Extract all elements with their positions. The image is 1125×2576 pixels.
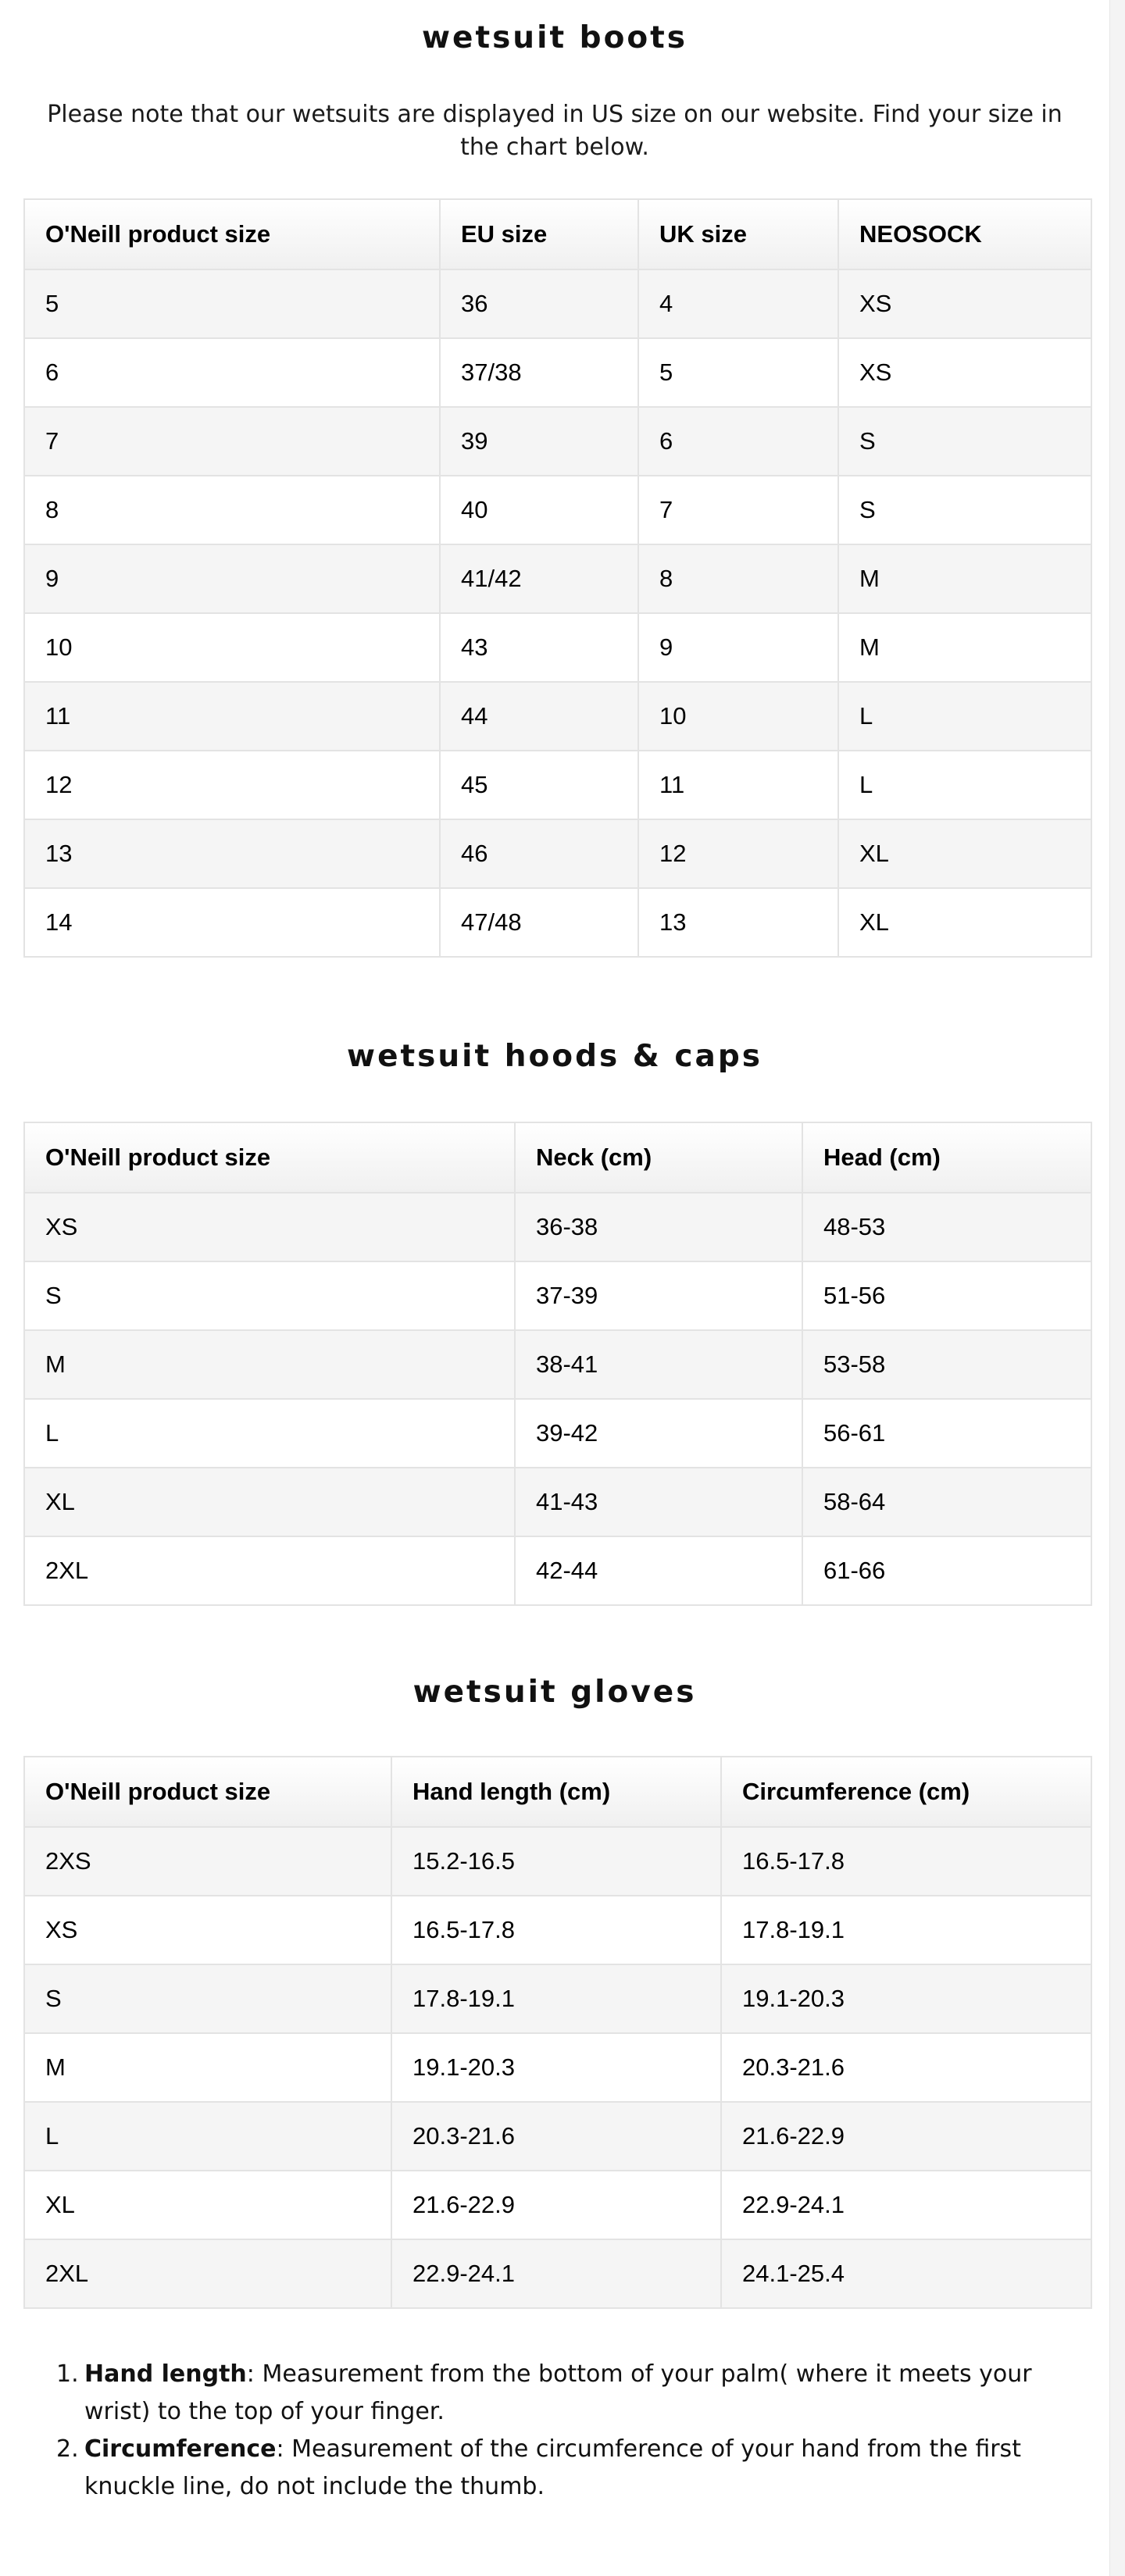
table-cell: 7	[24, 407, 440, 476]
table-cell: XS	[838, 269, 1091, 338]
boots-size-table	[23, 198, 1092, 958]
hoods-table-body	[24, 1193, 1091, 1605]
table-cell: M	[838, 613, 1091, 682]
table-cell: M	[838, 544, 1091, 613]
column-header: Hand length (cm)	[391, 1757, 721, 1827]
table-cell: 48-53	[802, 1193, 1091, 1261]
note-term: Circumference	[84, 2435, 277, 2463]
gloves-header-row	[24, 1757, 1091, 1827]
table-cell: 10	[638, 682, 838, 751]
table-row	[24, 1468, 1091, 1536]
table-row	[24, 1964, 1091, 2033]
table-cell: XS	[838, 338, 1091, 407]
table-row	[24, 2102, 1091, 2171]
table-cell: 16.5-17.8	[391, 1896, 721, 1964]
table-cell: 13	[24, 819, 440, 888]
column-header: UK size	[638, 199, 838, 269]
boots-header-row	[24, 199, 1091, 269]
table-row	[24, 1536, 1091, 1605]
table-row	[24, 2239, 1091, 2308]
table-cell: 17.8-19.1	[391, 1964, 721, 2033]
table-cell: 46	[440, 819, 638, 888]
table-cell: 56-61	[802, 1399, 1091, 1468]
column-header: EU size	[440, 199, 638, 269]
table-row	[24, 476, 1091, 544]
hoods-size-table	[23, 1122, 1092, 1606]
table-cell: S	[838, 407, 1091, 476]
table-row	[24, 407, 1091, 476]
table-cell: 6	[638, 407, 838, 476]
table-row	[24, 1330, 1091, 1399]
table-cell: 12	[638, 819, 838, 888]
table-cell: 8	[24, 476, 440, 544]
table-cell: 21.6-22.9	[391, 2171, 721, 2239]
table-cell: 2XL	[24, 1536, 515, 1605]
table-cell: 36	[440, 269, 638, 338]
table-cell: 58-64	[802, 1468, 1091, 1536]
table-cell: 20.3-21.6	[721, 2033, 1091, 2102]
table-cell: XL	[24, 1468, 515, 1536]
table-cell: XL	[838, 819, 1091, 888]
column-header: Circumference (cm)	[721, 1757, 1091, 1827]
table-cell: L	[24, 1399, 515, 1468]
table-row	[24, 1399, 1091, 1468]
table-row	[24, 269, 1091, 338]
table-cell: 11	[638, 751, 838, 819]
boots-section-title: wetsuit boots	[421, 20, 688, 55]
table-cell: 9	[24, 544, 440, 613]
table-cell: 8	[638, 544, 838, 613]
table-cell: 4	[638, 269, 838, 338]
table-cell: 53-58	[802, 1330, 1091, 1399]
table-row	[24, 1896, 1091, 1964]
table-cell: S	[24, 1964, 391, 2033]
table-cell: 9	[638, 613, 838, 682]
table-cell: 41-43	[515, 1468, 802, 1536]
table-row	[24, 338, 1091, 407]
table-cell: XS	[24, 1896, 391, 1964]
gloves-section-title: wetsuit gloves	[412, 1675, 697, 1710]
column-header: NEOSOCK	[838, 199, 1091, 269]
table-row	[24, 819, 1091, 888]
column-header: O'Neill product size	[24, 1757, 391, 1827]
table-cell: 24.1-25.4	[721, 2239, 1091, 2308]
note-text: : Measurement of the circumference of your hand from the first knuckle line, do not include the thumb.	[84, 2435, 1021, 2500]
column-header: O'Neill product size	[24, 199, 440, 269]
table-cell: 45	[440, 751, 638, 819]
hoods-section-title: wetsuit hoods & caps	[347, 1039, 762, 1074]
table-cell: 19.1-20.3	[721, 1964, 1091, 2033]
table-cell: 21.6-22.9	[721, 2102, 1091, 2171]
column-header: O'Neill product size	[24, 1122, 515, 1193]
table-cell: XL	[838, 888, 1091, 957]
table-row	[24, 1261, 1091, 1330]
table-cell: 13	[638, 888, 838, 957]
table-cell: 39-42	[515, 1399, 802, 1468]
table-cell: 37/38	[440, 338, 638, 407]
table-cell: 16.5-17.8	[721, 1827, 1091, 1896]
table-cell: 41/42	[440, 544, 638, 613]
table-cell: 10	[24, 613, 440, 682]
column-header: Neck (cm)	[515, 1122, 802, 1193]
note-term: Hand length	[84, 2360, 247, 2388]
table-row	[24, 682, 1091, 751]
column-header: Head (cm)	[802, 1122, 1091, 1193]
table-cell: 51-56	[802, 1261, 1091, 1330]
table-cell: 7	[638, 476, 838, 544]
table-cell: L	[838, 682, 1091, 751]
table-cell: 38-41	[515, 1330, 802, 1399]
table-cell: S	[838, 476, 1091, 544]
table-row	[24, 613, 1091, 682]
table-row	[24, 1827, 1091, 1896]
hoods-header-row	[24, 1122, 1091, 1193]
table-cell: 36-38	[515, 1193, 802, 1261]
table-row	[24, 2033, 1091, 2102]
table-cell: 2XL	[24, 2239, 391, 2308]
table-row	[24, 544, 1091, 613]
table-cell: 37-39	[515, 1261, 802, 1330]
note-circumference	[50, 2431, 1097, 2506]
table-cell: XL	[24, 2171, 391, 2239]
table-cell: 14	[24, 888, 440, 957]
table-row	[24, 888, 1091, 957]
table-row	[24, 2171, 1091, 2239]
note-text: : Measurement from the bottom of your palm( where it meets your wrist) to the top of your finger.	[84, 2360, 1032, 2425]
table-cell: M	[24, 1330, 515, 1399]
boots-table-body	[24, 269, 1091, 957]
table-cell: 47/48	[440, 888, 638, 957]
note-number: 2.	[56, 2435, 79, 2463]
table-cell: 12	[24, 751, 440, 819]
note-hand-length	[50, 2356, 1097, 2431]
boots-intro-text: Please note that our wetsuits are displayed in US size on our website. Find your size in the chart below.	[47, 101, 1062, 161]
table-row	[24, 751, 1091, 819]
gloves-measurement-notes	[50, 2356, 1097, 2506]
table-cell: 40	[440, 476, 638, 544]
table-cell: L	[838, 751, 1091, 819]
table-cell: 20.3-21.6	[391, 2102, 721, 2171]
table-cell: 22.9-24.1	[721, 2171, 1091, 2239]
page-scrollbar[interactable]	[1109, 0, 1125, 2576]
table-row	[24, 1193, 1091, 1261]
table-cell: S	[24, 1261, 515, 1330]
table-cell: 17.8-19.1	[721, 1896, 1091, 1964]
table-cell: 43	[440, 613, 638, 682]
table-cell: 44	[440, 682, 638, 751]
table-cell: 2XS	[24, 1827, 391, 1896]
table-cell: 42-44	[515, 1536, 802, 1605]
table-cell: 11	[24, 682, 440, 751]
note-number: 1.	[56, 2360, 79, 2388]
table-cell: 19.1-20.3	[391, 2033, 721, 2102]
table-cell: M	[24, 2033, 391, 2102]
gloves-table-body	[24, 1827, 1091, 2308]
table-cell: 22.9-24.1	[391, 2239, 721, 2308]
table-cell: 39	[440, 407, 638, 476]
table-cell: 5	[638, 338, 838, 407]
table-cell: 6	[24, 338, 440, 407]
gloves-size-table	[23, 1756, 1092, 2309]
table-cell: XS	[24, 1193, 515, 1261]
table-cell: 15.2-16.5	[391, 1827, 721, 1896]
table-cell: 5	[24, 269, 440, 338]
table-cell: L	[24, 2102, 391, 2171]
table-cell: 61-66	[802, 1536, 1091, 1605]
